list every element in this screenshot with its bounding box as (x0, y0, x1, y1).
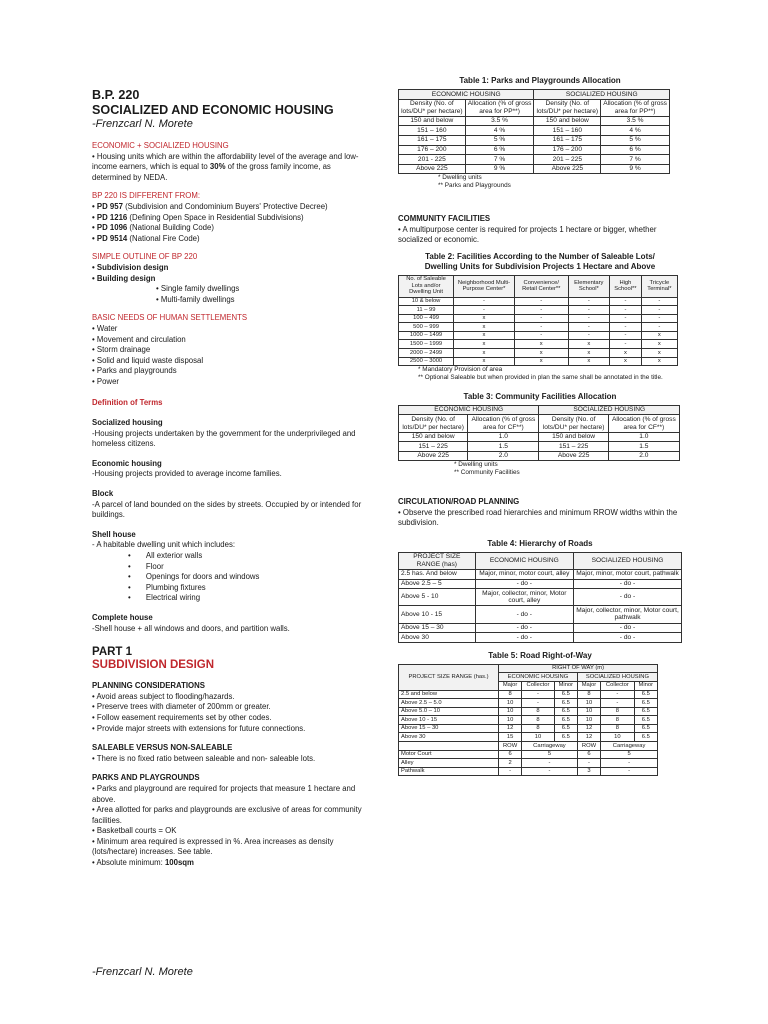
table-row: Above 225 9 % Above 225 9 % (399, 164, 670, 174)
table-row: Pathwalk - - 3 - (399, 767, 658, 776)
parks-list: • Parks and playground are required for projects that measure 1 hectare and above. • Area allotted for parks and playgrounds are exclusive of areas for community facilities. • Basketball courts = OK • Minimum area required is expressed in %. Area increases as density (lots/hectare) increases. See table. • Absolute minimum: 100sqm (92, 783, 362, 868)
outline-heading: SIMPLE OUTLINE OF BP 220 (92, 252, 198, 262)
term-complete-house: Complete house (92, 612, 153, 622)
outline-subitem: • Multi-family dwellings (156, 294, 235, 304)
table-row: Above 5 - 10 Major, collector, minor, Motor court, alley - do - (399, 589, 682, 606)
table-row: 2000 – 2499 x x x x x (399, 349, 678, 358)
table-row: Above 2.5 – 5.0 10 - 6.5 10 - 6.5 (399, 699, 658, 708)
part-label: PART 1 (92, 646, 133, 659)
planning-list: • Avoid areas subject to flooding/hazards. • Preserve trees with diameter of 200mm or greater. • Follow easement requirements set by other codes. • Provide major streets with extensions for future connections. (92, 691, 306, 733)
table-row: 161 – 175 5 % 161 – 175 5 % (399, 135, 670, 145)
term-complete-house-desc: -Shell house + all windows and doors, and partition walls. (92, 623, 290, 633)
table-row: 151 – 160 4 % 151 – 160 4 % (399, 126, 670, 136)
table-row: Above 15 – 30 - do - - do - (399, 623, 682, 633)
doc-title: SOCIALIZED AND ECONOMIC HOUSING (92, 103, 334, 117)
table-row: Above 225 2.0 Above 225 2.0 (399, 451, 680, 461)
table-parks-allocation: ECONOMIC HOUSING SOCIALIZED HOUSING Density (No. of lots/DU* per hectare) Allocation (% of gross area for PP**) Density (No. of lots/DU* per hectare) Allocation (% of gross area for PP**) 150 and below 3.5 % 150 and below 3.5 % 151 – 160 4 % 151 – 160 4 % 161 – 175 5 % 161 – 175 5 % 176 – 200 6 % 176 – 200 6 % 201 - 225 7 % 201 – 225 7 % Above 225 9 % Above 225 9 % (398, 89, 670, 174)
term-socialized: Socialized housing (92, 418, 163, 428)
table3-caption: Table 3: Community Facilities Allocation (463, 391, 617, 401)
diff-list: • PD 957 (Subdivision and Condominium Buyers' Protective Decree) • PD 1216 (Defining Open Space in Residential Subdivisions) • PD 1096 (National Building Code) • PD 9514 (National Fire Code) (92, 201, 328, 243)
table-row: 1500 – 1999 x x x - x (399, 340, 678, 349)
circulation-desc: • Observe the prescribed road hierarchies and minimum RROW widths within the subdivision. (398, 507, 678, 528)
table-community-allocation: ECONOMIC HOUSING SOCIALIZED HOUSING Density (No. of lots/DU* per hectare) Allocation (% of gross area for CF**) Density (No. of lots/DU* per hectare) Allocation (% of gross area for CF**) 150 and below 1.0 150 and below 1.0 151 – 225 1.5 151 – 225 1.5 Above 225 2.0 Above 225 2.0 (398, 405, 680, 462)
table-row: 100 – 499 x - - - - (399, 314, 678, 323)
table2-caption: Table 2: Facilities According to the Number of Saleable Lots/ (425, 251, 655, 261)
outline-item: • Building design (92, 273, 156, 283)
econ-heading: ECONOMIC + SOCIALIZED HOUSING (92, 141, 229, 150)
shell-house-list: • All exterior walls • Floor • Openings for doors and windows • Plumbing fixtures • Electrical wiring (128, 551, 260, 603)
left-column (92, 88, 368, 869)
table-row: Above 5.0 – 10 10 8 6.5 10 8 6.5 (399, 707, 658, 716)
doc-title-code: B.P. 220 (92, 88, 140, 102)
table-road-row: PROJECT SIZE RANGE (has.) RIGHT OF WAY (m) ECONOMIC HOUSING SOCIALIZED HOUSING Major Collector Minor Major Collector Minor 2.5 and below 8 - 6.5 8 - 6.5 Above 2.5 – 5.0 10 - 6.5 10 - 6.5 Above 5.0 – 10 10 8 6.5 10 8 6.5 Above 10 - 15 10 8 6.5 10 8 6.5 Above 15 – 30 12 8 6.5 12 8 6.5 Above 30 15 10 6.5 12 10 6.5 ROW Carriageway ROW Carriageway Motor Court 6 5 6 5 Alley 2 - - - Pathwalk - - 3 - (398, 664, 658, 777)
table2-caption: Dwelling Units for Subdivision Projects 1 Hectare and Above (424, 261, 656, 271)
term-economic-desc: -Housing projects provided to average income families. (92, 469, 282, 479)
table-road-hierarchy: PROJECT SIZE RANGE (has) ECONOMIC HOUSING SOCIALIZED HOUSING 2.5 has. And below Major, minor, motor court, alley Major, minor, motor court, pathwalk Above 2.5 – 5 - do - - do - Above 5 - 10 Major, collector, minor, Motor court, alley - do - Above 10 - 15 - do - Major, collector, minor, Motor court, pathwalk Above 15 – 30 - do - - do - Above 30 - do - - do - (398, 552, 682, 643)
table-row: 1000 – 1499 x - - - x (399, 331, 678, 340)
table-row: 500 – 999 x - - - - (399, 323, 678, 332)
table4-caption: Table 4: Hierarchy of Roads (487, 538, 593, 548)
table2-note: ** Optional Saleable but when provided in plan the same shall be annotated in the title. (418, 374, 663, 382)
outline-item: • Subdivision design (92, 262, 169, 272)
table1-note: ** Parks and Playgrounds (438, 182, 511, 190)
term-socialized-desc: -Housing projects undertaken by the government for the underprivileged and homeless citizens. (92, 428, 356, 449)
table2-note: * Mandatory Provision of area (418, 366, 503, 374)
saleable-desc: • There is no fixed ratio between saleable and non- saleable lots. (92, 753, 316, 763)
table-row: Above 15 – 30 12 8 6.5 12 8 6.5 (399, 724, 658, 733)
table-row: Above 10 - 15 - do - Major, collector, minor, Motor court, pathwalk (399, 606, 682, 623)
term-shell-house-desc: - A habitable dwelling unit which includes: (92, 540, 236, 550)
part-title: SUBDIVISION DESIGN (92, 659, 215, 672)
econ-body: • Housing units which are within the affordability level of the average and low-income earners, which is equal to 30% of the gross family income, as determined by NEDA. (92, 151, 359, 182)
table-row: 151 – 225 1.5 151 – 225 1.5 (399, 442, 680, 452)
table-row: 11 – 99 - - - - - (399, 306, 678, 315)
doc-author: -Frenzcarl N. Morete (92, 118, 193, 130)
table-facilities: No. of Saleable Lots and/or Dwelling Unit Neighborhood Multi-Purpose Center* Convenience/ Retail Center** Elementary School* High School** Tricycle Terminal* 10 & below - - - - - 11 – 99 - - - - - 100 – 499 x - - - - 500 – 999 x - - - - 1000 – 1499 x - - - x 1500 – 1999 x x x - x 2000 – 2499 x x x x x 2500 – 3000 x x x x x (398, 275, 678, 367)
table-row: 176 – 200 6 % 176 – 200 6 % (399, 145, 670, 155)
term-block: Block (92, 489, 114, 499)
table-row: Above 30 15 10 6.5 12 10 6.5 (399, 733, 658, 742)
table-row: 150 and below 1.0 150 and below 1.0 (399, 432, 680, 442)
table-row: 201 - 225 7 % 201 – 225 7 % (399, 155, 670, 165)
planning-heading: PLANNING CONSIDERATIONS (92, 681, 205, 691)
needs-list: • Water • Movement and circulation • Storm drainage • Solid and liquid waste disposal • Parks and playgrounds • Power (92, 323, 204, 386)
community-desc: • A multipurpose center is required for projects 1 hectare or bigger, whether socialized or economic. (398, 224, 657, 245)
table-row: Motor Court 6 5 6 5 (399, 750, 658, 759)
circulation-heading: CIRCULATION/ROAD PLANNING (398, 497, 520, 506)
table5-caption: Table 5: Road Right-of-Way (488, 650, 592, 660)
table-row: Alley 2 - - - (399, 759, 658, 768)
table-row: Above 2.5 – 5 - do - - do - (399, 579, 682, 589)
term-block-desc: -A parcel of land bounded on the sides by streets. Occupied by or intended for buildings. (92, 499, 362, 520)
table-row: 2.5 and below 8 - 6.5 8 - 6.5 (399, 690, 658, 699)
table-row: 10 & below - - - - - (399, 297, 678, 306)
saleable-heading: SALEABLE VERSUS NON-SALEABLE (92, 743, 233, 753)
definitions-heading: Definition of Terms (92, 398, 163, 408)
term-economic: Economic housing (92, 458, 162, 468)
footer-author: -Frenzcarl N. Morete (92, 966, 193, 978)
table-row: 150 and below 3.5 % 150 and below 3.5 % (399, 116, 670, 126)
table-row: 2500 – 3000 x x x x x (399, 357, 678, 366)
needs-heading: BASIC NEEDS OF HUMAN SETTLEMENTS (92, 313, 248, 323)
table1-caption: Table 1: Parks and Playgrounds Allocation (459, 76, 621, 85)
table-row: Above 10 - 15 10 8 6.5 10 8 6.5 (399, 716, 658, 725)
right-column (398, 76, 682, 776)
table3-note: ** Community Facilities (454, 469, 520, 477)
community-heading: COMMUNITY FACILITIES (398, 213, 491, 223)
table3-note: * Dwelling units (454, 461, 498, 469)
table-row: Above 30 - do - - do - (399, 633, 682, 643)
outline-subitem: • Single family dwellings (156, 284, 240, 294)
parks-heading: PARKS AND PLAYGROUNDS (92, 773, 200, 783)
diff-heading: BP 220 IS DIFFERENT FROM: (92, 191, 201, 201)
term-shell-house: Shell house (92, 529, 136, 539)
table1-note: * Dwelling units (438, 174, 482, 182)
table-row: 2.5 has. And below Major, minor, motor court, alley Major, minor, motor court, pathwalk (399, 569, 682, 579)
